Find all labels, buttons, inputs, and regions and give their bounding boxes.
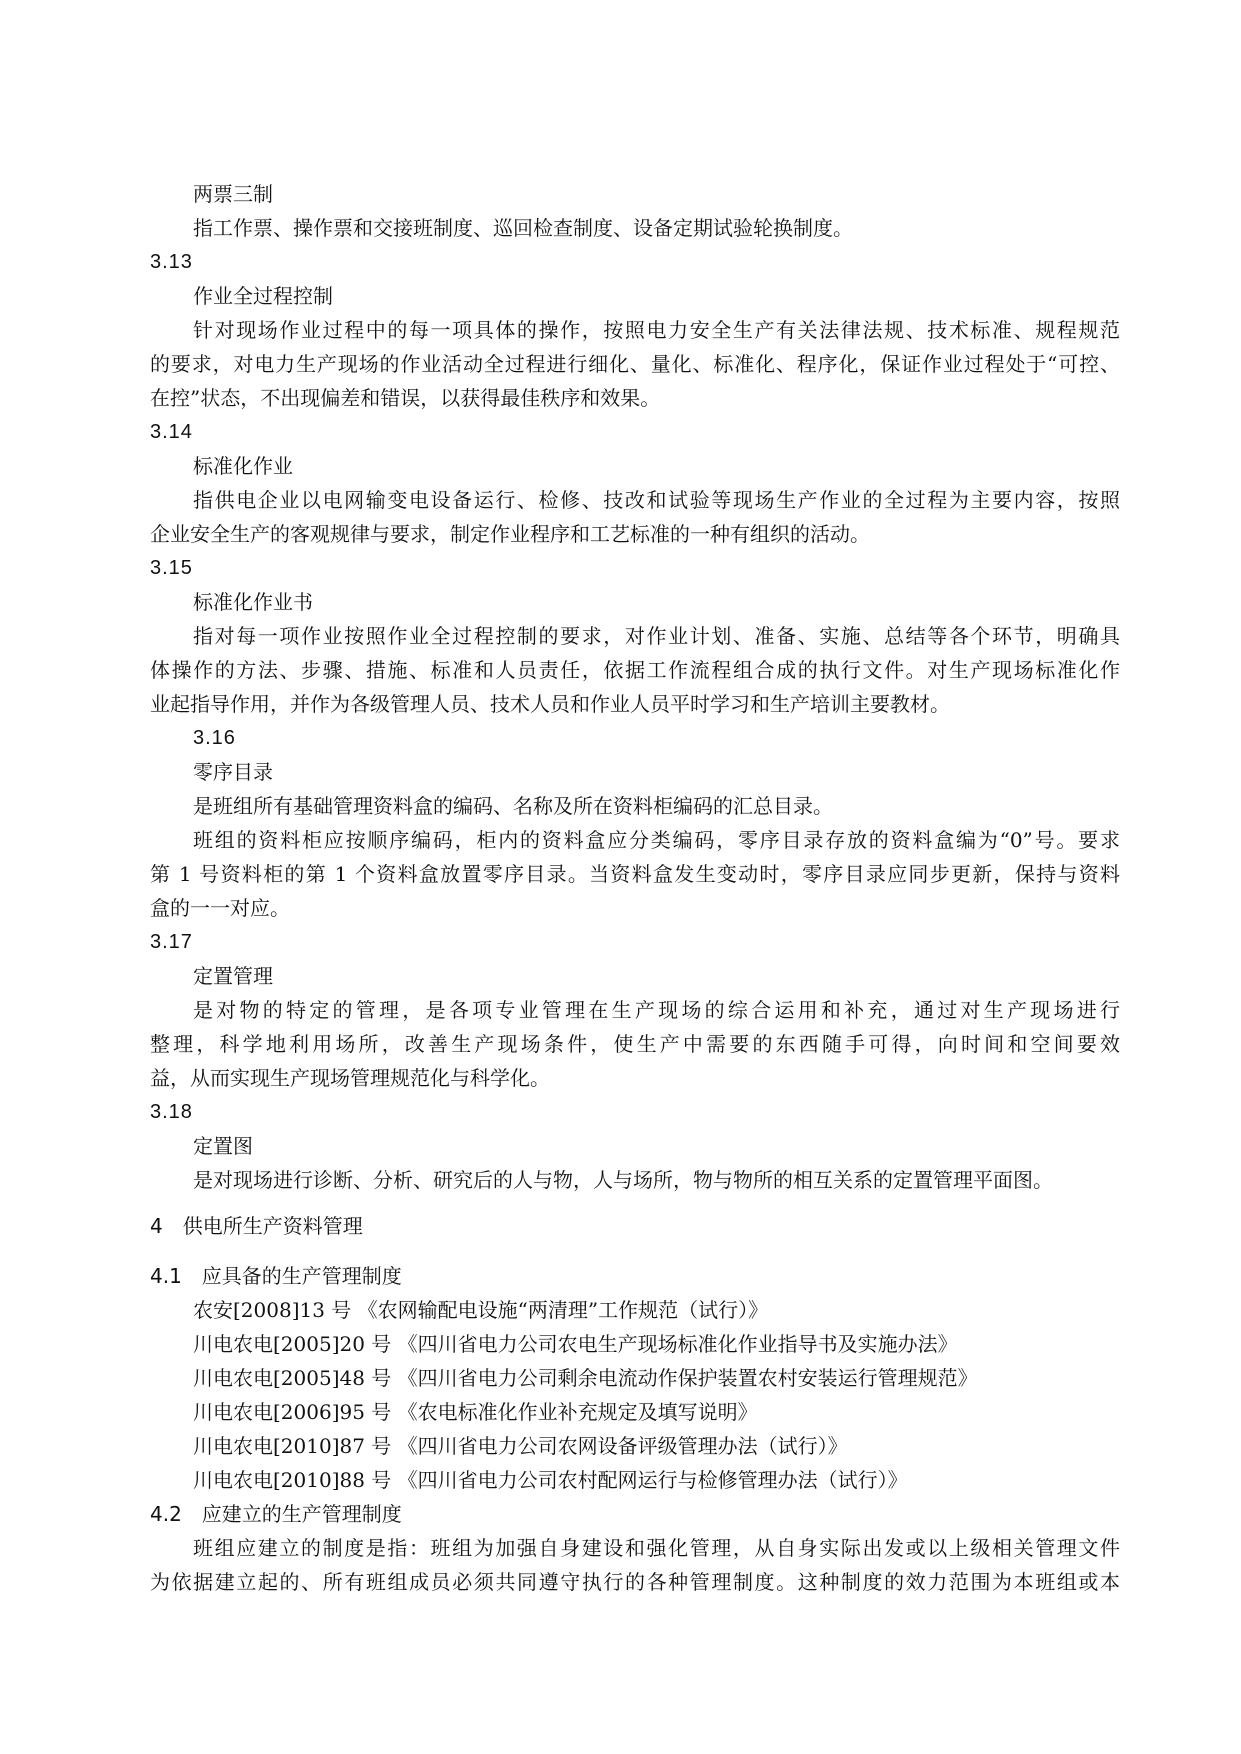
paragraph-line: 为依据建立起的、所有班组成员必须共同遵守执行的各种管理制度。这种制度的效力范围为本班组或本 xyxy=(150,1570,1120,1594)
term-heading: 定置管理 xyxy=(193,964,273,988)
definition-line: 盒的一一对应。 xyxy=(150,896,290,920)
term-two-tickets-three-systems: 两票三制 xyxy=(193,182,273,206)
definition-line: 指供电企业以电网输变电设备运行、检修、技改和试验等现场生产作业的全过程为主要内容，按照 xyxy=(193,488,1120,512)
regulation-item: 川电农电[2006]95 号 《农电标准化作业补充规定及填写说明》 xyxy=(193,1400,758,1424)
term-heading: 标准化作业书 xyxy=(193,590,313,614)
definition-line: 的要求，对电力生产现场的作业活动全过程进行细化、量化、标准化、程序化，保证作业过程处于“可控、 xyxy=(150,352,1120,376)
definition-line: 体操作的方法、步骤、措施、标准和人员责任，依据工作流程组合成的执行文件。对生产现场标准化作 xyxy=(150,658,1120,682)
clause-number: 3.17 xyxy=(150,931,193,953)
definition-line: 第 1 号资料柜的第 1 个资料盒放置零序目录。当资料盒发生变动时，零序目录应同步更新，保持与资料 xyxy=(150,862,1120,886)
definition-line: 是对现场进行诊断、分析、研究后的人与物，人与场所，物与物所的相互关系的定置管理平面图。 xyxy=(193,1168,1053,1192)
section-heading-4-1: 4.1 应具备的生产管理制度 xyxy=(150,1264,402,1288)
regulation-item: 川电农电[2005]20 号 《四川省电力公司农电生产现场标准化作业指导书及实施办法》 xyxy=(193,1332,958,1356)
term-heading: 零序目录 xyxy=(193,760,273,784)
definition-line: 业起指导作用，并作为各级管理人员、技术人员和作业人员平时学习和生产培训主要教材。 xyxy=(150,692,950,716)
clause-number: 3.16 xyxy=(193,727,236,749)
definition-line: 企业安全生产的客观规律与要求，制定作业程序和工艺标准的一种有组织的活动。 xyxy=(150,522,870,546)
definition-text: 指工作票、操作票和交接班制度、巡回检查制度、设备定期试验轮换制度。 xyxy=(193,216,853,240)
definition-line: 班组的资料柜应按顺序编码，柜内的资料盒应分类编码，零序目录存放的资料盒编为“0”号。要求 xyxy=(193,828,1120,852)
term-heading: 标准化作业 xyxy=(193,454,293,478)
section-heading-4: 4 供电所生产资料管理 xyxy=(150,1214,363,1238)
clause-number: 3.18 xyxy=(150,1101,193,1123)
definition-line: 是对物的特定的管理，是各项专业管理在生产现场的综合运用和补充，通过对生产现场进行 xyxy=(193,998,1120,1022)
definition-line: 是班组所有基础管理资料盒的编码、名称及所在资料柜编码的汇总目录。 xyxy=(193,794,833,818)
term-heading: 作业全过程控制 xyxy=(193,284,333,308)
term-heading: 定置图 xyxy=(193,1134,253,1158)
clause-number: 3.15 xyxy=(150,557,193,579)
clause-number: 3.14 xyxy=(150,421,193,443)
regulation-item: 川电农电[2010]88 号 《四川省电力公司农村配网运行与检修管理办法（试行）》 xyxy=(193,1468,908,1492)
clause-number: 3.13 xyxy=(150,251,193,273)
definition-line: 益，从而实现生产现场管理规范化与科学化。 xyxy=(150,1066,550,1090)
paragraph-line: 班组应建立的制度是指：班组为加强自身建设和强化管理，从自身实际出发或以上级相关管理文件 xyxy=(193,1536,1120,1560)
definition-line: 针对现场作业过程中的每一项具体的操作，按照电力安全生产有关法律法规、技术标准、规程规范 xyxy=(193,318,1120,342)
definition-line: 在控”状态，不出现偏差和错误，以获得最佳秩序和效果。 xyxy=(150,386,661,410)
regulation-item: 川电农电[2005]48 号 《四川省电力公司剩余电流动作保护装置农村安装运行管理规范》 xyxy=(193,1366,978,1390)
definition-line: 指对每一项作业按照作业全过程控制的要求，对作业计划、准备、实施、总结等各个环节，明确具 xyxy=(193,624,1120,648)
section-heading-4-2: 4.2 应建立的生产管理制度 xyxy=(150,1502,402,1526)
regulation-item: 川电农电[2010]87 号 《四川省电力公司农网设备评级管理办法（试行）》 xyxy=(193,1434,848,1458)
definition-line: 整理，科学地利用场所，改善生产现场条件，使生产中需要的东西随手可得，向时间和空间要效 xyxy=(150,1032,1120,1056)
regulation-item: 农安[2008]13 号 《农网输配电设施“两清理”工作规范（试行）》 xyxy=(193,1298,769,1322)
